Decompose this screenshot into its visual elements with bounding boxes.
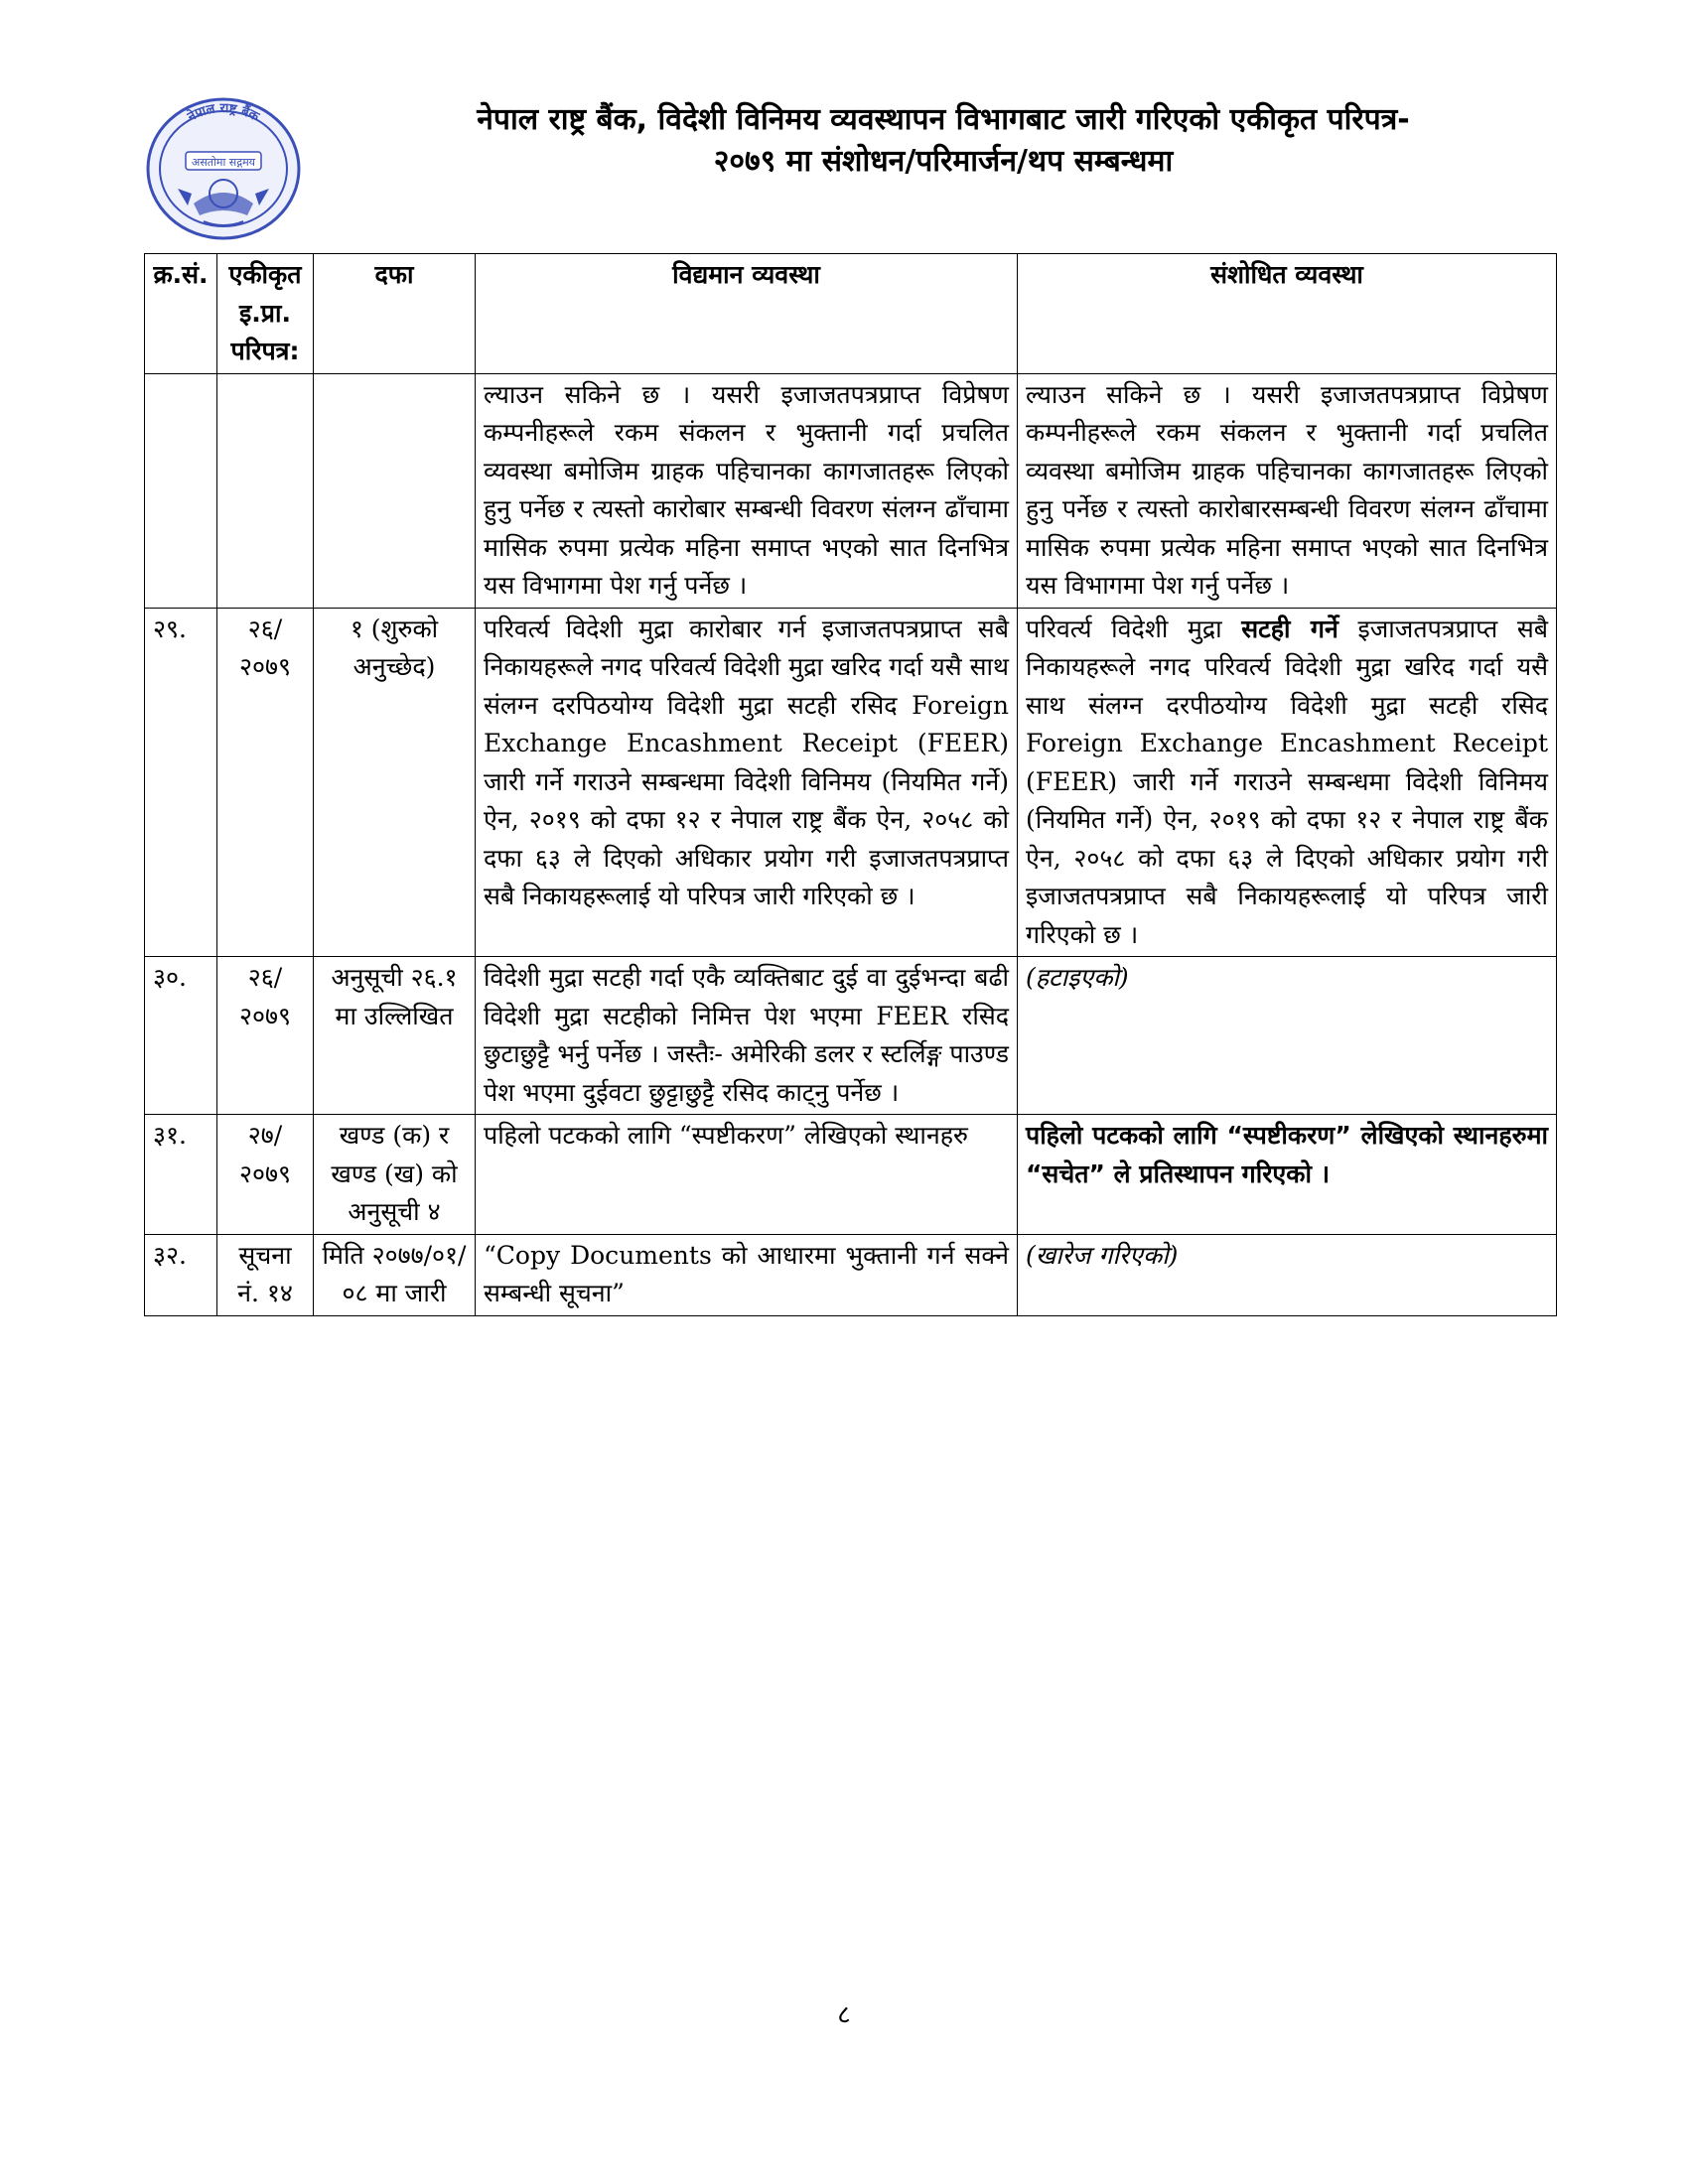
row-amended: पहिलो पटकको लागि “स्पष्टीकरण” लेखिएको स्थानहरुमा “सचेत” ले प्रतिस्थापन गरिएको । xyxy=(1018,1115,1557,1235)
row-serial: ३१. xyxy=(145,1115,217,1235)
row-section: १ (शुरुको अनुच्छेद) xyxy=(314,608,476,957)
row-circular: सूचना नं. १४ xyxy=(217,1234,314,1315)
row-existing: विदेशी मुद्रा सटही गर्दा एकै व्यक्तिबाट दुई वा दुईभन्दा बढी विदेशी मुद्रा सटहीको निमित्त पेश भएमा FEER रसिद छुटाछुट्टै भर्नु पर्नेछ । जस्तैः- अमेरिकी डलर र स्टर्लिङ्ग पाउण्ड पेश भएमा दुईवटा छुट्टाछुट्टै रसिद काट्नु पर्नेछ । xyxy=(476,957,1018,1115)
row-section xyxy=(314,373,476,608)
logo-motto: असतोमा सद्गमय xyxy=(191,156,256,169)
row-section: मिति २०७७/०१/ ०८ मा जारी xyxy=(314,1234,476,1315)
row-circular xyxy=(217,373,314,608)
table-row xyxy=(145,1234,1557,1315)
header-amended-provision: संशोधित व्यवस्था xyxy=(1018,254,1557,374)
row-section: अनुसूची २६.१ मा उल्लिखित xyxy=(314,957,476,1115)
row-section: खण्ड (क) र खण्ड (ख) को अनुसूची ४ xyxy=(314,1115,476,1235)
table-row xyxy=(145,1115,1557,1235)
header-existing-provision: विद्यमान व्यवस्था xyxy=(476,254,1018,374)
row-serial: ३०. xyxy=(145,957,217,1115)
table-row xyxy=(145,373,1557,608)
page-title xyxy=(318,99,1569,183)
table-row xyxy=(145,957,1557,1115)
nrb-logo xyxy=(144,94,303,243)
table-row xyxy=(145,608,1557,957)
header-circular: एकीकृत इ.प्रा. परिपत्र: xyxy=(217,254,314,374)
row-existing: परिवर्त्य विदेशी मुद्रा कारोबार गर्न इजाजतपत्रप्राप्त सबै निकायहरूले नगद परिवर्त्य विदेशी मुद्रा खरिद गर्दा यसै साथ संलग्न दरपिठयोग्य विदेशी मुद्रा सटही रसिद Foreign Exchange Encashment Receipt (FEER) जारी गर्ने गराउने सम्बन्धमा विदेशी विनिमय (नियमित गर्ने) ऐन, २०१९ को दफा १२ र नेपाल राष्ट्र बैंक ऐन, २०५८ को दफा ६३ ले दिएको अधिकार प्रयोग गरी इजाजतपत्रप्राप्त सबै निकायहरूलाई यो परिपत्र जारी गरिएको छ । xyxy=(476,608,1018,957)
row-circular: २६/ २०७९ xyxy=(217,608,314,957)
row-existing: “Copy Documents को आधारमा भुक्तानी गर्न सक्ने सम्बन्धी सूचना” xyxy=(476,1234,1018,1315)
title-line-1: नेपाल राष्ट्र बैंक, विदेशी विनिमय व्यवस्थापन विभागबाट जारी गरिएको एकीकृत परिपत्र- xyxy=(477,102,1410,137)
row-amended: ल्याउन सकिने छ । यसरी इजाजतपत्रप्राप्त विप्रेषण कम्पनीहरूले रकम संकलन र भुक्तानी गर्दा प्रचलित व्यवस्था बमोजिम ग्राहक पहिचानका कागजातहरू लिएको हुनु पर्नेछ र त्यस्तो कारोबारसम्बन्धी विवरण संलग्न ढाँचामा मासिक रुपमा प्रत्येक महिना समाप्त भएको सात दिनभित्र यस विभागमा पेश गर्नु पर्नेछ । xyxy=(1018,373,1557,608)
table-header-row xyxy=(145,254,1557,374)
row-serial: ३२. xyxy=(145,1234,217,1315)
amended-rest-text: इजाजतपत्रप्राप्त सबै निकायहरूले नगद परिवर्त्य विदेशी मुद्रा खरिद गर्दा यसै साथ संलग्न दरपीठयोग्य विदेशी मुद्रा सटही रसिद Foreign Exchange Encashment Receipt (FEER) जारी गर्ने गराउने सम्बन्धमा विदेशी विनिमय (नियमित गर्ने) ऐन, २०१९ को दफा १२ र नेपाल राष्ट्र बैंक ऐन, २०५८ को दफा ६३ ले दिएको अधिकार प्रयोग गरी इजाजतपत्रप्राप्त सबै निकायहरूलाई यो परिपत्र जारी गरिएको छ । xyxy=(1026,614,1549,949)
header-section: दफा xyxy=(314,254,476,374)
title-line-2: २०७९ मा संशोधन/परिमार्जन/थप सम्बन्धमा xyxy=(713,144,1174,179)
row-serial: २९. xyxy=(145,608,217,957)
row-amended: (हटाइएको) xyxy=(1018,957,1557,1115)
page-number: ८ xyxy=(837,2000,851,2030)
amended-lead-text: परिवर्त्य विदेशी मुद्रा xyxy=(1026,614,1242,643)
amendment-table xyxy=(144,253,1557,1316)
row-circular: २६/ २०७९ xyxy=(217,957,314,1115)
amended-bold-text: सटही गर्ने xyxy=(1241,614,1338,643)
row-amended: (खारेज गरिएको) xyxy=(1018,1234,1557,1315)
row-existing: पहिलो पटकको लागि “स्पष्टीकरण” लेखिएको स्थानहरु xyxy=(476,1115,1018,1235)
row-amended xyxy=(1018,608,1557,957)
row-circular: २७/ २०७९ xyxy=(217,1115,314,1235)
logo-org-text: नेपाल राष्ट्र बैंक xyxy=(185,100,262,125)
row-serial xyxy=(145,373,217,608)
row-existing: ल्याउन सकिने छ । यसरी इजाजतपत्रप्राप्त विप्रेषण कम्पनीहरूले रकम संकलन र भुक्तानी गर्दा प्रचलित व्यवस्था बमोजिम ग्राहक पहिचानका कागजातहरू लिएको हुनु पर्नेछ र त्यस्तो कारोबार सम्बन्धी विवरण संलग्न ढाँचामा मासिक रुपमा प्रत्येक महिना समाप्त भएको सात दिनभित्र यस विभागमा पेश गर्नु पर्नेछ । xyxy=(476,373,1018,608)
header-serial-no: क्र.सं. xyxy=(145,254,217,374)
